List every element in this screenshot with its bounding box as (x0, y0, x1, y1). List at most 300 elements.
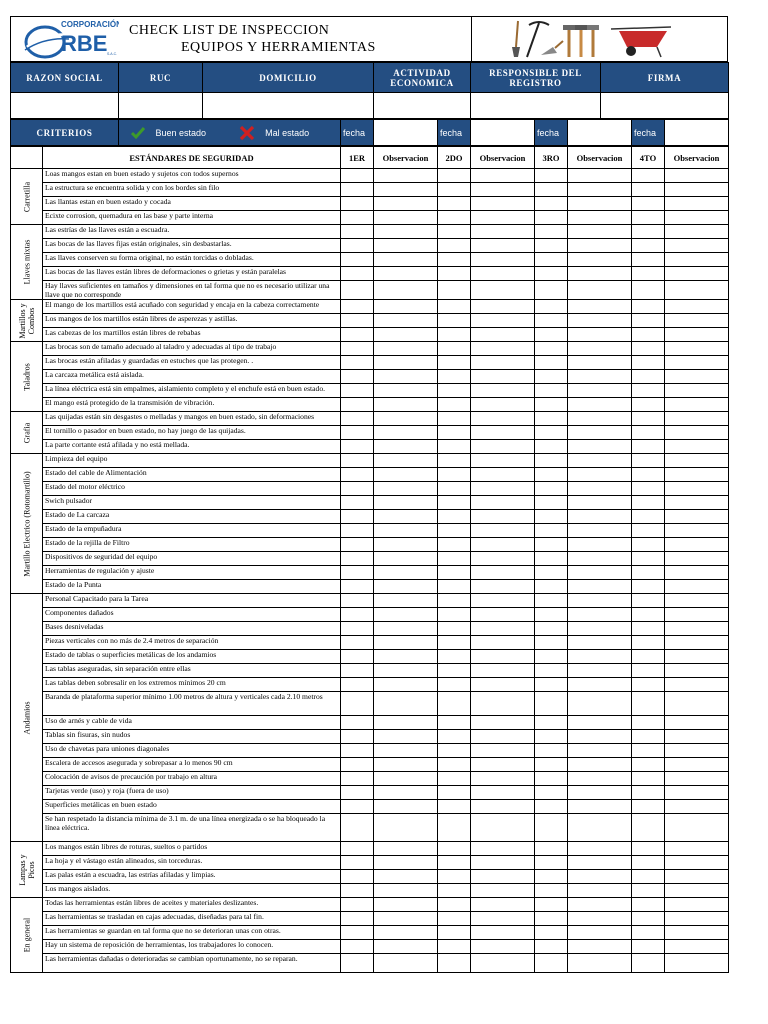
round-check-cell[interactable] (341, 225, 374, 239)
round-check-cell[interactable] (438, 314, 471, 328)
observation-cell[interactable] (374, 940, 438, 954)
observation-cell[interactable] (665, 772, 729, 786)
round-check-cell[interactable] (632, 183, 665, 197)
round-check-cell[interactable] (535, 594, 568, 608)
round-check-cell[interactable] (535, 384, 568, 398)
observation-cell[interactable] (568, 800, 632, 814)
round-check-cell[interactable] (438, 814, 471, 842)
observation-cell[interactable] (374, 580, 438, 594)
observation-cell[interactable] (568, 328, 632, 342)
observation-cell[interactable] (665, 552, 729, 566)
observation-cell[interactable] (471, 622, 535, 636)
observation-cell[interactable] (568, 426, 632, 440)
observation-cell[interactable] (471, 524, 535, 538)
round-check-cell[interactable] (535, 744, 568, 758)
round-check-cell[interactable] (438, 225, 471, 239)
round-check-cell[interactable] (632, 440, 665, 454)
observation-cell[interactable] (665, 842, 729, 856)
round-check-cell[interactable] (341, 183, 374, 197)
round-check-cell[interactable] (535, 636, 568, 650)
observation-cell[interactable] (665, 884, 729, 898)
round-check-cell[interactable] (632, 940, 665, 954)
observation-cell[interactable] (568, 225, 632, 239)
observation-cell[interactable] (471, 510, 535, 524)
observation-cell[interactable] (374, 870, 438, 884)
observation-cell[interactable] (665, 342, 729, 356)
round-check-cell[interactable] (632, 239, 665, 253)
observation-cell[interactable] (568, 814, 632, 842)
observation-cell[interactable] (471, 426, 535, 440)
observation-cell[interactable] (374, 814, 438, 842)
observation-cell[interactable] (665, 468, 729, 482)
round-check-cell[interactable] (341, 496, 374, 510)
round-check-cell[interactable] (341, 510, 374, 524)
observation-cell[interactable] (568, 870, 632, 884)
observation-cell[interactable] (665, 636, 729, 650)
observation-cell[interactable] (665, 692, 729, 716)
observation-cell[interactable] (568, 412, 632, 426)
observation-cell[interactable] (471, 253, 535, 267)
round-check-cell[interactable] (535, 912, 568, 926)
round-check-cell[interactable] (341, 716, 374, 730)
observation-cell[interactable] (665, 580, 729, 594)
round-check-cell[interactable] (438, 580, 471, 594)
observation-cell[interactable] (471, 370, 535, 384)
round-check-cell[interactable] (341, 482, 374, 496)
observation-cell[interactable] (374, 636, 438, 650)
observation-cell[interactable] (665, 370, 729, 384)
round-check-cell[interactable] (438, 692, 471, 716)
observation-cell[interactable] (374, 239, 438, 253)
round-check-cell[interactable] (535, 580, 568, 594)
observation-cell[interactable] (374, 314, 438, 328)
round-check-cell[interactable] (535, 898, 568, 912)
round-check-cell[interactable] (535, 954, 568, 973)
observation-cell[interactable] (471, 678, 535, 692)
observation-cell[interactable] (665, 870, 729, 884)
round-check-cell[interactable] (632, 426, 665, 440)
round-check-cell[interactable] (438, 454, 471, 468)
observation-cell[interactable] (471, 412, 535, 426)
round-check-cell[interactable] (632, 650, 665, 664)
round-check-cell[interactable] (438, 786, 471, 800)
observation-cell[interactable] (374, 328, 438, 342)
observation-cell[interactable] (568, 730, 632, 744)
observation-cell[interactable] (568, 678, 632, 692)
observation-cell[interactable] (568, 370, 632, 384)
observation-cell[interactable] (665, 183, 729, 197)
observation-cell[interactable] (568, 454, 632, 468)
observation-cell[interactable] (374, 342, 438, 356)
observation-cell[interactable] (665, 594, 729, 608)
round-check-cell[interactable] (438, 744, 471, 758)
round-check-cell[interactable] (341, 856, 374, 870)
observation-cell[interactable] (665, 225, 729, 239)
observation-cell[interactable] (374, 225, 438, 239)
observation-cell[interactable] (665, 482, 729, 496)
round-check-cell[interactable] (438, 636, 471, 650)
observation-cell[interactable] (665, 650, 729, 664)
observation-cell[interactable] (374, 211, 438, 225)
round-check-cell[interactable] (632, 370, 665, 384)
ruc-field[interactable] (119, 93, 203, 119)
round-check-cell[interactable] (341, 169, 374, 183)
round-check-cell[interactable] (535, 398, 568, 412)
observation-cell[interactable] (374, 412, 438, 426)
round-check-cell[interactable] (341, 524, 374, 538)
observation-cell[interactable] (471, 842, 535, 856)
observation-cell[interactable] (471, 300, 535, 314)
round-check-cell[interactable] (438, 253, 471, 267)
round-check-cell[interactable] (438, 281, 471, 300)
observation-cell[interactable] (568, 594, 632, 608)
razon-social-field[interactable] (11, 93, 119, 119)
observation-cell[interactable] (471, 954, 535, 973)
observation-cell[interactable] (568, 954, 632, 973)
round-check-cell[interactable] (535, 856, 568, 870)
observation-cell[interactable] (568, 842, 632, 856)
round-check-cell[interactable] (341, 468, 374, 482)
observation-cell[interactable] (471, 552, 535, 566)
round-check-cell[interactable] (632, 692, 665, 716)
round-check-cell[interactable] (535, 692, 568, 716)
observation-cell[interactable] (471, 538, 535, 552)
observation-cell[interactable] (374, 608, 438, 622)
observation-cell[interactable] (665, 608, 729, 622)
observation-cell[interactable] (568, 856, 632, 870)
round-check-cell[interactable] (632, 744, 665, 758)
observation-cell[interactable] (471, 814, 535, 842)
round-check-cell[interactable] (438, 772, 471, 786)
round-check-cell[interactable] (438, 566, 471, 580)
round-check-cell[interactable] (535, 800, 568, 814)
round-check-cell[interactable] (438, 510, 471, 524)
observation-cell[interactable] (568, 197, 632, 211)
round-check-cell[interactable] (535, 426, 568, 440)
observation-cell[interactable] (568, 786, 632, 800)
observation-cell[interactable] (374, 169, 438, 183)
round-check-cell[interactable] (535, 300, 568, 314)
round-check-cell[interactable] (632, 758, 665, 772)
observation-cell[interactable] (665, 300, 729, 314)
round-check-cell[interactable] (438, 884, 471, 898)
round-check-cell[interactable] (535, 772, 568, 786)
round-check-cell[interactable] (341, 211, 374, 225)
observation-cell[interactable] (374, 622, 438, 636)
observation-cell[interactable] (568, 183, 632, 197)
round-check-cell[interactable] (438, 211, 471, 225)
observation-cell[interactable] (568, 636, 632, 650)
observation-cell[interactable] (665, 384, 729, 398)
observation-cell[interactable] (374, 664, 438, 678)
observation-cell[interactable] (665, 328, 729, 342)
observation-cell[interactable] (374, 384, 438, 398)
round-check-cell[interactable] (341, 370, 374, 384)
round-check-cell[interactable] (438, 926, 471, 940)
observation-cell[interactable] (471, 716, 535, 730)
round-check-cell[interactable] (535, 786, 568, 800)
round-check-cell[interactable] (438, 384, 471, 398)
observation-cell[interactable] (471, 856, 535, 870)
observation-cell[interactable] (665, 197, 729, 211)
round-check-cell[interactable] (535, 412, 568, 426)
round-check-cell[interactable] (632, 716, 665, 730)
observation-cell[interactable] (471, 744, 535, 758)
round-check-cell[interactable] (341, 580, 374, 594)
observation-cell[interactable] (568, 622, 632, 636)
observation-cell[interactable] (374, 468, 438, 482)
round-check-cell[interactable] (632, 842, 665, 856)
round-check-cell[interactable] (535, 496, 568, 510)
round-check-cell[interactable] (632, 636, 665, 650)
round-check-cell[interactable] (341, 842, 374, 856)
round-check-cell[interactable] (438, 169, 471, 183)
observation-cell[interactable] (471, 384, 535, 398)
observation-cell[interactable] (471, 468, 535, 482)
round-check-cell[interactable] (438, 356, 471, 370)
observation-cell[interactable] (665, 744, 729, 758)
round-check-cell[interactable] (632, 253, 665, 267)
observation-cell[interactable] (374, 538, 438, 552)
observation-cell[interactable] (471, 772, 535, 786)
observation-cell[interactable] (471, 440, 535, 454)
observation-cell[interactable] (665, 356, 729, 370)
round-check-cell[interactable] (438, 608, 471, 622)
round-check-cell[interactable] (438, 622, 471, 636)
observation-cell[interactable] (665, 239, 729, 253)
round-check-cell[interactable] (632, 281, 665, 300)
observation-cell[interactable] (374, 716, 438, 730)
round-check-cell[interactable] (535, 926, 568, 940)
round-check-cell[interactable] (535, 608, 568, 622)
observation-cell[interactable] (374, 678, 438, 692)
round-check-cell[interactable] (341, 608, 374, 622)
observation-cell[interactable] (568, 211, 632, 225)
observation-cell[interactable] (374, 842, 438, 856)
observation-cell[interactable] (665, 454, 729, 468)
round-check-cell[interactable] (632, 594, 665, 608)
round-check-cell[interactable] (438, 870, 471, 884)
observation-cell[interactable] (374, 566, 438, 580)
observation-cell[interactable] (374, 692, 438, 716)
observation-cell[interactable] (665, 398, 729, 412)
observation-cell[interactable] (568, 566, 632, 580)
round-check-cell[interactable] (341, 730, 374, 744)
observation-cell[interactable] (665, 912, 729, 926)
round-check-cell[interactable] (535, 239, 568, 253)
round-check-cell[interactable] (632, 225, 665, 239)
round-check-cell[interactable] (341, 884, 374, 898)
observation-cell[interactable] (665, 940, 729, 954)
round-check-cell[interactable] (438, 538, 471, 552)
observation-cell[interactable] (665, 716, 729, 730)
round-check-cell[interactable] (341, 398, 374, 412)
round-check-cell[interactable] (632, 524, 665, 538)
round-check-cell[interactable] (535, 454, 568, 468)
observation-cell[interactable] (568, 239, 632, 253)
round-check-cell[interactable] (341, 300, 374, 314)
round-check-cell[interactable] (341, 912, 374, 926)
round-check-cell[interactable] (341, 267, 374, 281)
round-check-cell[interactable] (535, 884, 568, 898)
round-check-cell[interactable] (341, 954, 374, 973)
observation-cell[interactable] (471, 870, 535, 884)
observation-cell[interactable] (568, 884, 632, 898)
observation-cell[interactable] (374, 912, 438, 926)
round-check-cell[interactable] (535, 253, 568, 267)
round-check-cell[interactable] (535, 267, 568, 281)
round-check-cell[interactable] (535, 678, 568, 692)
round-check-cell[interactable] (632, 772, 665, 786)
observation-cell[interactable] (374, 370, 438, 384)
round-check-cell[interactable] (632, 954, 665, 973)
observation-cell[interactable] (471, 926, 535, 940)
round-check-cell[interactable] (535, 468, 568, 482)
observation-cell[interactable] (665, 664, 729, 678)
round-check-cell[interactable] (438, 954, 471, 973)
round-check-cell[interactable] (341, 814, 374, 842)
round-check-cell[interactable] (341, 328, 374, 342)
observation-cell[interactable] (374, 253, 438, 267)
observation-cell[interactable] (568, 772, 632, 786)
fecha-field-4[interactable] (665, 120, 729, 146)
round-check-cell[interactable] (341, 239, 374, 253)
fecha-field-1[interactable] (374, 120, 438, 146)
observation-cell[interactable] (374, 926, 438, 940)
observation-cell[interactable] (374, 772, 438, 786)
round-check-cell[interactable] (535, 940, 568, 954)
observation-cell[interactable] (568, 281, 632, 300)
round-check-cell[interactable] (438, 678, 471, 692)
round-check-cell[interactable] (632, 197, 665, 211)
observation-cell[interactable] (471, 225, 535, 239)
round-check-cell[interactable] (438, 267, 471, 281)
observation-cell[interactable] (471, 183, 535, 197)
observation-cell[interactable] (471, 664, 535, 678)
observation-cell[interactable] (665, 538, 729, 552)
observation-cell[interactable] (374, 730, 438, 744)
observation-cell[interactable] (665, 758, 729, 772)
observation-cell[interactable] (568, 482, 632, 496)
observation-cell[interactable] (471, 580, 535, 594)
round-check-cell[interactable] (632, 926, 665, 940)
round-check-cell[interactable] (535, 440, 568, 454)
observation-cell[interactable] (374, 786, 438, 800)
round-check-cell[interactable] (438, 664, 471, 678)
round-check-cell[interactable] (535, 370, 568, 384)
round-check-cell[interactable] (632, 538, 665, 552)
round-check-cell[interactable] (632, 356, 665, 370)
observation-cell[interactable] (471, 239, 535, 253)
observation-cell[interactable] (665, 510, 729, 524)
round-check-cell[interactable] (535, 225, 568, 239)
round-check-cell[interactable] (632, 496, 665, 510)
round-check-cell[interactable] (632, 300, 665, 314)
observation-cell[interactable] (471, 169, 535, 183)
observation-cell[interactable] (471, 496, 535, 510)
round-check-cell[interactable] (632, 552, 665, 566)
round-check-cell[interactable] (632, 786, 665, 800)
round-check-cell[interactable] (438, 183, 471, 197)
observation-cell[interactable] (374, 482, 438, 496)
observation-cell[interactable] (568, 538, 632, 552)
round-check-cell[interactable] (632, 454, 665, 468)
round-check-cell[interactable] (632, 211, 665, 225)
observation-cell[interactable] (568, 169, 632, 183)
round-check-cell[interactable] (341, 772, 374, 786)
round-check-cell[interactable] (341, 636, 374, 650)
round-check-cell[interactable] (341, 678, 374, 692)
round-check-cell[interactable] (632, 730, 665, 744)
round-check-cell[interactable] (341, 926, 374, 940)
round-check-cell[interactable] (438, 758, 471, 772)
observation-cell[interactable] (665, 678, 729, 692)
observation-cell[interactable] (374, 524, 438, 538)
domicilio-field[interactable] (203, 93, 374, 119)
round-check-cell[interactable] (438, 197, 471, 211)
observation-cell[interactable] (374, 758, 438, 772)
round-check-cell[interactable] (535, 622, 568, 636)
round-check-cell[interactable] (535, 510, 568, 524)
observation-cell[interactable] (374, 300, 438, 314)
observation-cell[interactable] (568, 912, 632, 926)
observation-cell[interactable] (471, 730, 535, 744)
observation-cell[interactable] (665, 730, 729, 744)
observation-cell[interactable] (471, 800, 535, 814)
observation-cell[interactable] (568, 608, 632, 622)
observation-cell[interactable] (665, 314, 729, 328)
observation-cell[interactable] (665, 622, 729, 636)
observation-cell[interactable] (471, 898, 535, 912)
observation-cell[interactable] (568, 692, 632, 716)
round-check-cell[interactable] (535, 524, 568, 538)
observation-cell[interactable] (374, 496, 438, 510)
round-check-cell[interactable] (341, 197, 374, 211)
observation-cell[interactable] (374, 898, 438, 912)
round-check-cell[interactable] (632, 800, 665, 814)
observation-cell[interactable] (665, 786, 729, 800)
round-check-cell[interactable] (632, 412, 665, 426)
round-check-cell[interactable] (535, 183, 568, 197)
observation-cell[interactable] (374, 954, 438, 973)
observation-cell[interactable] (568, 267, 632, 281)
round-check-cell[interactable] (438, 800, 471, 814)
observation-cell[interactable] (568, 384, 632, 398)
fecha-field-2[interactable] (471, 120, 535, 146)
round-check-cell[interactable] (632, 898, 665, 912)
round-check-cell[interactable] (341, 800, 374, 814)
round-check-cell[interactable] (438, 370, 471, 384)
round-check-cell[interactable] (535, 842, 568, 856)
round-check-cell[interactable] (632, 384, 665, 398)
observation-cell[interactable] (374, 510, 438, 524)
round-check-cell[interactable] (535, 870, 568, 884)
observation-cell[interactable] (471, 328, 535, 342)
fecha-field-3[interactable] (568, 120, 632, 146)
observation-cell[interactable] (568, 342, 632, 356)
observation-cell[interactable] (471, 786, 535, 800)
round-check-cell[interactable] (438, 912, 471, 926)
observation-cell[interactable] (665, 814, 729, 842)
observation-cell[interactable] (568, 468, 632, 482)
observation-cell[interactable] (471, 758, 535, 772)
round-check-cell[interactable] (535, 538, 568, 552)
round-check-cell[interactable] (438, 856, 471, 870)
round-check-cell[interactable] (535, 552, 568, 566)
round-check-cell[interactable] (535, 197, 568, 211)
round-check-cell[interactable] (632, 342, 665, 356)
round-check-cell[interactable] (341, 314, 374, 328)
